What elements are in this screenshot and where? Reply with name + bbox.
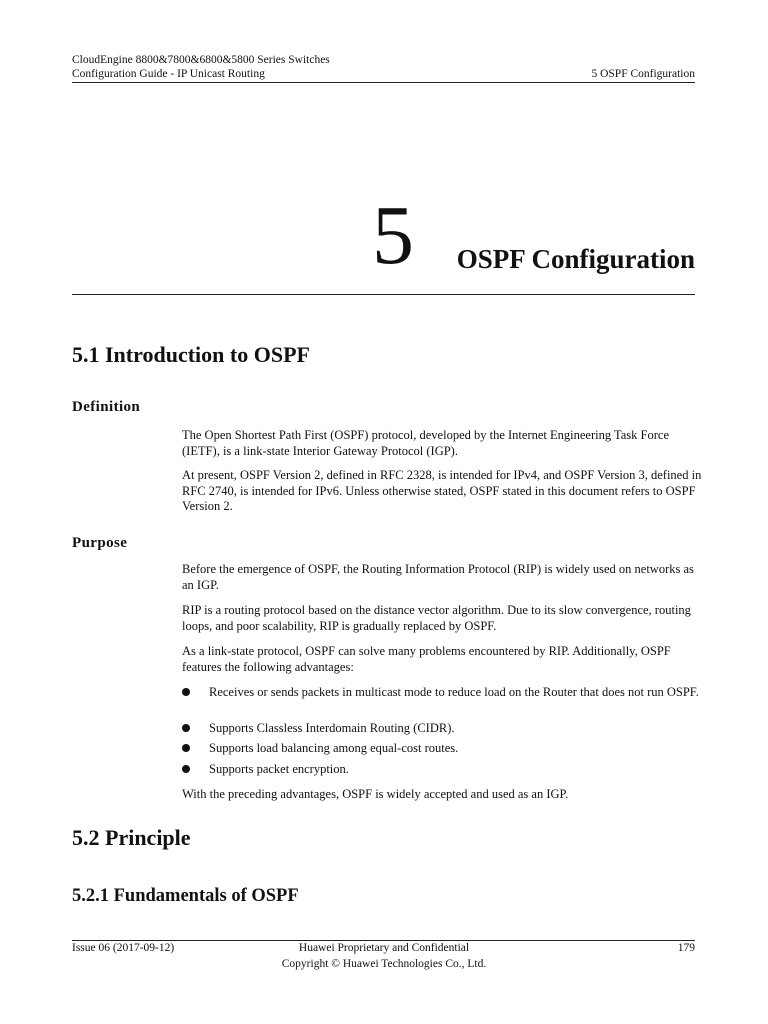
footer-issue: Issue 06 (2017-09-12) (72, 942, 175, 954)
chapter-number: 5 (372, 189, 414, 282)
section-heading-5-2: 5.2 Principle (72, 825, 191, 850)
definition-paragraph-1: The Open Shortest Path First (OSPF) protocol, developed by the Internet Engineering Task Force (IETF), is a link-state Interior Gateway Protocol (IGP). (182, 428, 669, 458)
purpose-closing: With the preceding advantages, OSPF is widely accepted and used as an IGP. (182, 787, 569, 801)
purpose-paragraph-2: RIP is a routing protocol based on the distance vector algorithm. Due to its slow convergence, routing loops, and poor scalability, RIP is gradually replaced by OSPF. (182, 603, 691, 633)
bullet-icon (182, 724, 190, 732)
footer-confidential: Huawei Proprietary and Confidential (298, 942, 470, 954)
bullet-icon (182, 744, 190, 752)
footer-page-number: 179 (677, 942, 695, 954)
purpose-heading: Purpose (72, 535, 128, 551)
header-chapter-ref: 5 OSPF Configuration (591, 68, 695, 80)
definition-heading: Definition (72, 399, 141, 415)
bullet-item: Receives or sends packets in multicast mode to reduce load on the Router that does not run OSPF. (209, 685, 699, 699)
bullet-item: Supports Classless Interdomain Routing (CIDR). (209, 721, 455, 735)
section-heading-5-1: 5.1 Introduction to OSPF (72, 342, 310, 367)
bullet-item: Supports load balancing among equal-cost routes. (209, 741, 459, 755)
subsection-heading-5-2-1: 5.2.1 Fundamentals of OSPF (72, 886, 299, 906)
header-product: CloudEngine 8800&7800&6800&5800 Series Switches (72, 54, 330, 66)
bullet-item: Supports packet encryption. (209, 762, 349, 776)
chapter-title: OSPF Configuration (456, 244, 695, 274)
chapter-divider (72, 294, 695, 295)
purpose-paragraph-1: Before the emergence of OSPF, the Routing Information Protocol (RIP) is widely used on networks as an IGP. (182, 562, 694, 592)
header-divider (72, 82, 695, 83)
definition-paragraph-2: At present, OSPF Version 2, defined in RFC 2328, is intended for IPv4, and OSPF Version 3, defined in RFC 2740, is intended for IPv6. Unless otherwise stated, OSPF stated in this document refers to OSPF Version 2. (182, 468, 702, 513)
footer-copyright: Copyright © Huawei Technologies Co., Ltd. (281, 958, 487, 970)
bullet-icon (182, 765, 190, 773)
header-guide: Configuration Guide - IP Unicast Routing (72, 68, 265, 80)
purpose-paragraph-3: As a link-state protocol, OSPF can solve many problems encountered by RIP. Additionally, OSPF features the following advantages: (182, 644, 671, 674)
bullet-icon (182, 688, 190, 696)
